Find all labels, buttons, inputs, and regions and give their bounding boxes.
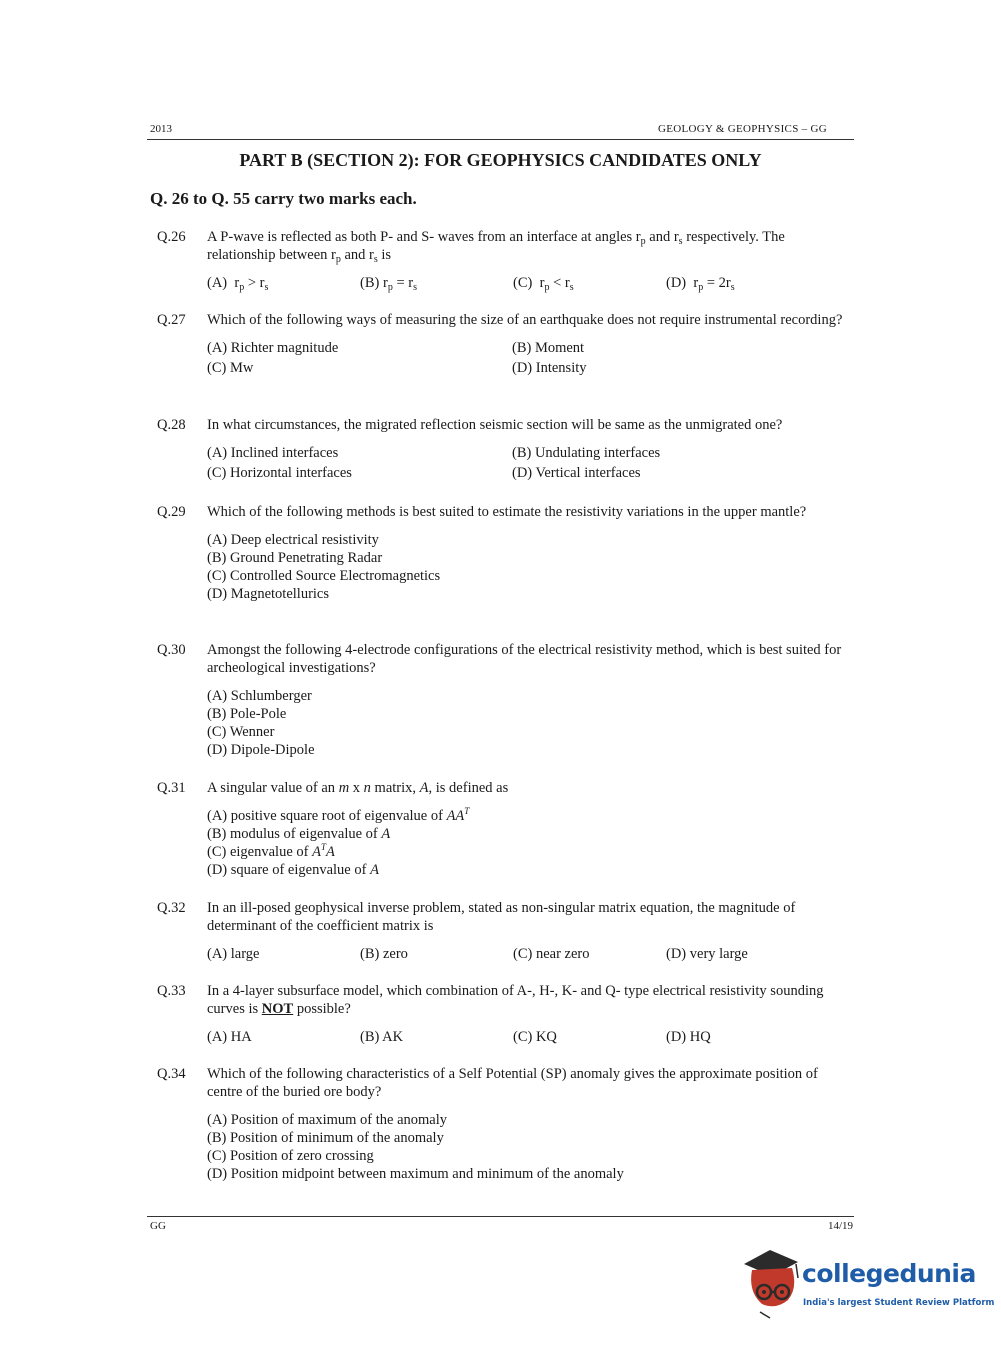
options: [207, 274, 847, 292]
question-text: In an ill-posed geophysical inverse problem, stated as non-singular matrix equation, the magnitude of determinant of the coefficient matrix is: [207, 900, 796, 934]
options: [207, 1111, 847, 1183]
option-a: (A) Inclined interfaces: [207, 445, 339, 461]
option-d: (D) very large: [666, 946, 748, 962]
question-text: In a 4-layer subsurface model, which combination of A-, H-, K- and Q- type electrical resistivity sounding curves is NOT possible?: [207, 983, 824, 1017]
option-d: (D) Intensity: [512, 360, 587, 376]
question-number: Q.34: [157, 1066, 186, 1082]
part-title: PART B (SECTION 2): FOR GEOPHYSICS CANDIDATES ONLY: [239, 150, 762, 170]
option-b: (B) zero: [360, 946, 408, 962]
options: [207, 1028, 847, 1046]
question-number: Q.29: [157, 504, 186, 520]
option-b: (B) Moment: [512, 340, 585, 356]
options: [207, 531, 847, 603]
option-c: (C) Position of zero crossing: [207, 1148, 374, 1164]
footer-code: GG: [150, 1220, 166, 1232]
question-number: Q.31: [157, 780, 186, 796]
option-c: (C) Wenner: [207, 724, 275, 740]
question-text: Which of the following methods is best suited to estimate the resistivity variations in the upper mantle?: [207, 504, 807, 520]
brand-tagline: India's largest Student Review Platform: [803, 1298, 995, 1308]
question-27: [157, 311, 847, 377]
options: [207, 687, 847, 759]
option-c: (C) near zero: [513, 946, 590, 962]
question-number: Q.32: [157, 900, 186, 916]
option-c: (C) Horizontal interfaces: [207, 465, 352, 481]
question-number: Q.33: [157, 983, 186, 999]
question-32: [157, 899, 847, 963]
option-d: (D) Magnetotellurics: [207, 586, 330, 602]
question-text: Which of the following characteristics of a Self Potential (SP) anomaly gives the approximate position of centre of the buried ore body?: [207, 1066, 818, 1100]
options: [207, 807, 847, 879]
option-c: (C) eigenvalue of $A^TA$: [207, 842, 335, 860]
question-30: [157, 641, 847, 759]
question-31: [157, 779, 847, 879]
question-text: Which of the following ways of measuring the size of an earthquake does not require instrumental recording?: [207, 312, 843, 328]
option-a: (A) positive square root of eigenvalue of $AA^T$: [207, 806, 470, 824]
option-a: (A) HA: [207, 1029, 252, 1045]
header-year: 2013: [150, 123, 172, 135]
option-d: (D) square of eigenvalue of A: [207, 862, 379, 878]
option-b: (B) AK: [360, 1029, 404, 1045]
header-subject: GEOLOGY & GEOPHYSICS – GG: [657, 123, 827, 135]
option-d: (D) $r_p = 2r_s$: [666, 275, 735, 293]
question-number: Q.30: [157, 642, 186, 658]
option-b: (B) Undulating interfaces: [512, 445, 661, 461]
question-number: Q.28: [157, 417, 186, 433]
question-28: [157, 416, 847, 482]
options: [207, 945, 847, 963]
question-text: In what circumstances, the migrated reflection seismic section will be same as the unmigrated one?: [207, 417, 783, 433]
question-text: A P-wave is reflected as both P- and S- waves from an interface at angles $r_p$ and $r_s$ respectively. The relationship between $r_p$ and $r_s$ is: [207, 229, 785, 265]
option-c: (C) KQ: [513, 1029, 557, 1045]
option-a: (A) Richter magnitude: [207, 340, 339, 356]
option-c: (C) $r_p < r_s$: [513, 275, 574, 293]
option-a: (A) $r_p > r_s$: [207, 275, 269, 293]
options: [207, 444, 847, 482]
option-c: (C) Controlled Source Electromagnetics: [207, 568, 441, 584]
option-a: (A) Position of maximum of the anomaly: [207, 1112, 448, 1128]
question-text: Amongst the following 4-electrode configurations of the electrical resistivity method, which is best suited for archeological investigations?: [207, 642, 842, 676]
option-b: (B) $r_p = r_s$: [360, 275, 417, 293]
option-c: (C) Mw: [207, 360, 254, 376]
option-b: (B) Pole-Pole: [207, 706, 287, 722]
footer-divider: [147, 1216, 854, 1217]
option-b: (B) modulus of eigenvalue of A: [207, 826, 391, 842]
question-34: [157, 1065, 847, 1183]
question-number: Q.26: [157, 229, 186, 245]
question-number: Q.27: [157, 312, 186, 328]
option-b: (B) Position of minimum of the anomaly: [207, 1130, 444, 1146]
question-text: A singular value of an m x n matrix, A, is defined as: [207, 780, 509, 796]
question-33: [157, 982, 847, 1046]
header-divider: [147, 139, 854, 140]
option-d: (D) Dipole-Dipole: [207, 742, 315, 758]
option-a: (A) Deep electrical resistivity: [207, 532, 379, 548]
option-d: (D) Position midpoint between maximum and minimum of the anomaly: [207, 1166, 624, 1182]
question-29: [157, 503, 847, 603]
brand-name: collegedunia: [802, 1259, 976, 1288]
option-b: (B) Ground Penetrating Radar: [207, 550, 383, 566]
marks-note: Q. 26 to Q. 55 carry two marks each.: [150, 189, 417, 208]
question-26: [157, 228, 847, 292]
options: [207, 339, 847, 377]
page-number: 14/19: [827, 1220, 853, 1232]
option-a: (A) large: [207, 946, 260, 962]
option-a: (A) Schlumberger: [207, 688, 312, 704]
option-d: (D) Vertical interfaces: [512, 465, 641, 481]
option-d: (D) HQ: [666, 1029, 711, 1045]
